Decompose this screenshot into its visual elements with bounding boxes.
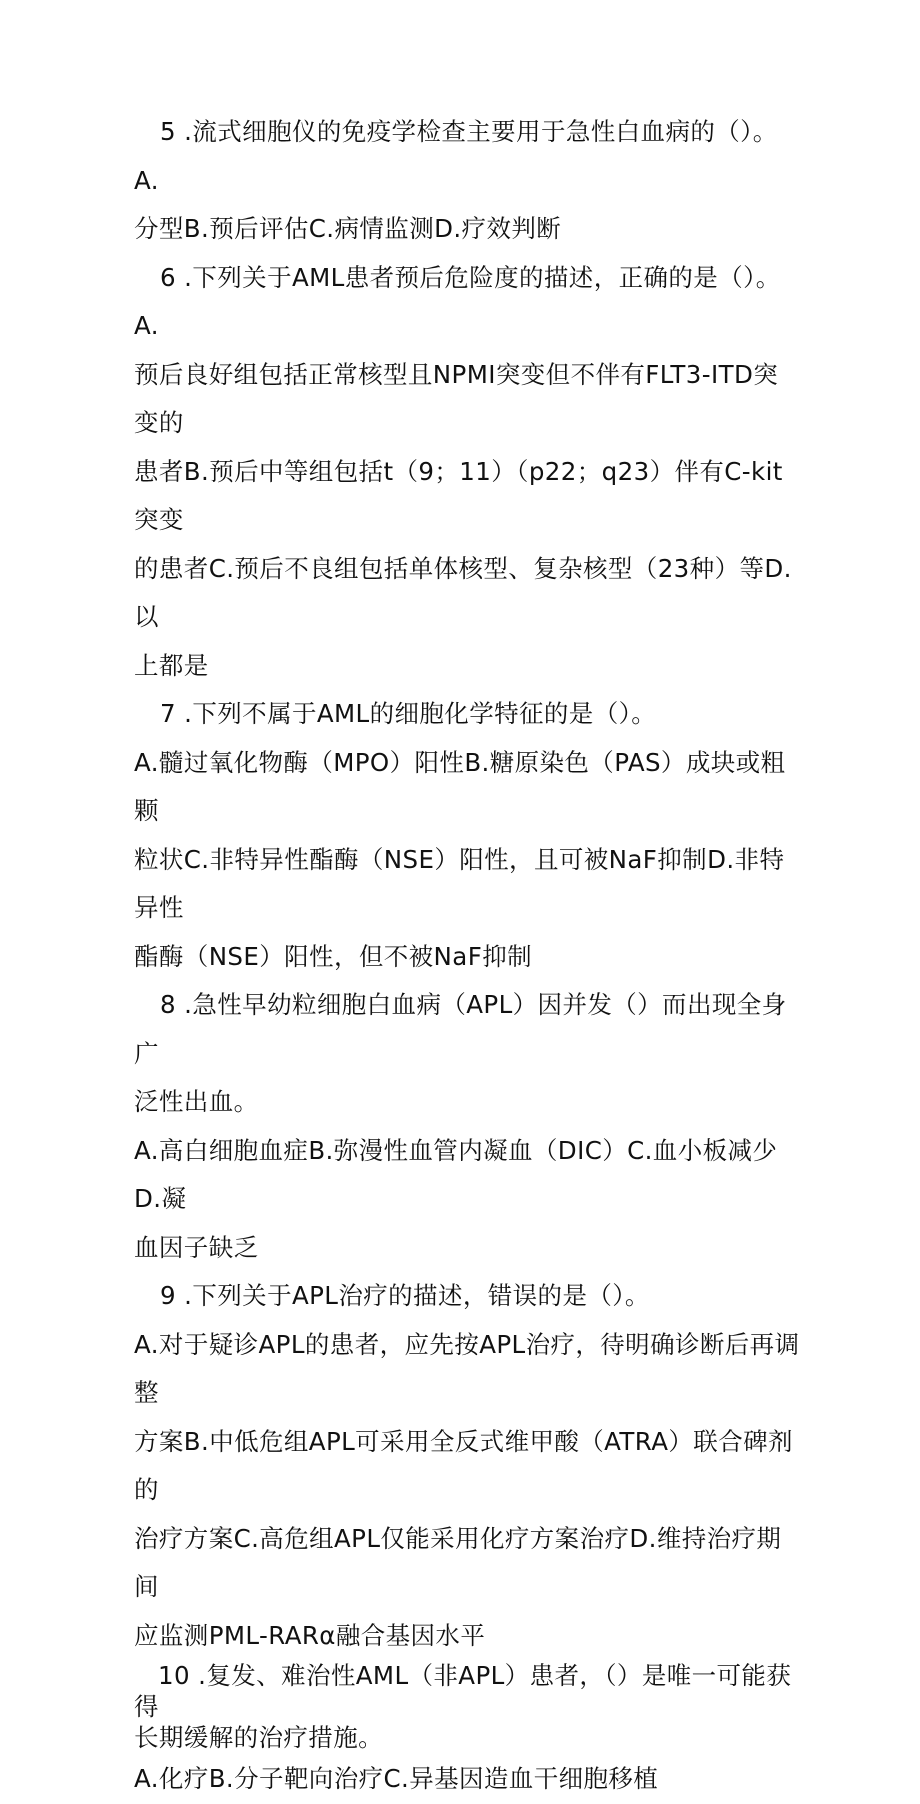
question-9-line-5: 应监测PML-RARα融合基因水平 (134, 1620, 486, 1650)
question-5 (134, 108, 800, 254)
question-7-line-4: 酯酶（NSE）阳性，但不被NaF抑制 (134, 941, 532, 971)
question-8-line-3: A.高白细胞血症B.弥漫性血管内凝血（DIC）C.血小板减少D.凝 (134, 1135, 778, 1213)
question-5-line-1: 5 .流式细胞仪的免疫学检查主要用于急性白血病的（）。A. (134, 117, 778, 195)
question-6 (134, 254, 800, 691)
question-9-line-2: A.对于疑诊APL的患者，应先按APL治疗，待明确诊断后再调整 (134, 1329, 800, 1407)
question-5-line-2: 分型B.预后评估C.病情监测D.疗效判断 (134, 214, 562, 243)
question-6-line-4: 的患者C.预后不良组包括单体核型、复杂核型（23种）等D.以 (134, 553, 792, 631)
question-8 (134, 981, 800, 1272)
question-9-line-1: 9 .下列关于APL治疗的描述，错误的是（）。 (160, 1281, 650, 1310)
question-7-line-2: A.髓过氧化物酶（MPO）阳性B.糖原染色（PAS）成块或粗颗 (134, 747, 786, 825)
question-10-line-1: 10 .复发、难治性AML（非APL）患者，（）是唯一可能获得 (134, 1661, 792, 1721)
question-7-line-3: 粒状C.非特异性酯酶（NSE）阳性，且可被NaF抑制D.非特异性 (134, 844, 785, 922)
question-9-line-4: 治疗方案C.高危组APL仅能采用化疗方案治疗D.维持治疗期间 (134, 1523, 782, 1601)
question-8-line-2: 泛性出血。 (134, 1087, 259, 1116)
question-8-line-1: 8 .急性早幼粒细胞白血病（APL）因并发（）而出现全身广 (134, 990, 787, 1068)
question-7-line-1: 7 .下列不属于AML的细胞化学特征的是（）。 (160, 699, 657, 728)
question-9-line-3: 方案B.中低危组APL可采用全反式维甲酸（ATRA）联合碑剂的 (134, 1426, 793, 1504)
question-7 (134, 690, 800, 981)
question-6-line-1: 6 .下列关于AML患者预后危险度的描述，正确的是（）。A. (134, 262, 781, 340)
question-10 (134, 1660, 800, 1804)
question-6-line-5: 上都是 (134, 650, 209, 680)
question-10-line-3: A.化疗B.分子靶向治疗C.异基因造血干细胞移植 (134, 1764, 659, 1793)
question-10-line-2: 长期缓解的治疗措施。 (134, 1723, 383, 1752)
question-6-line-3: 患者B.预后中等组包括t（9；11）（p22；q23）伴有C-kit突变 (134, 456, 783, 534)
question-8-line-4: 血因子缺乏 (134, 1232, 259, 1262)
question-6-line-2: 预后良好组包括正常核型且NPMI突变但不伴有FLT3-ITD突变的 (134, 359, 779, 437)
question-9 (134, 1272, 800, 1660)
